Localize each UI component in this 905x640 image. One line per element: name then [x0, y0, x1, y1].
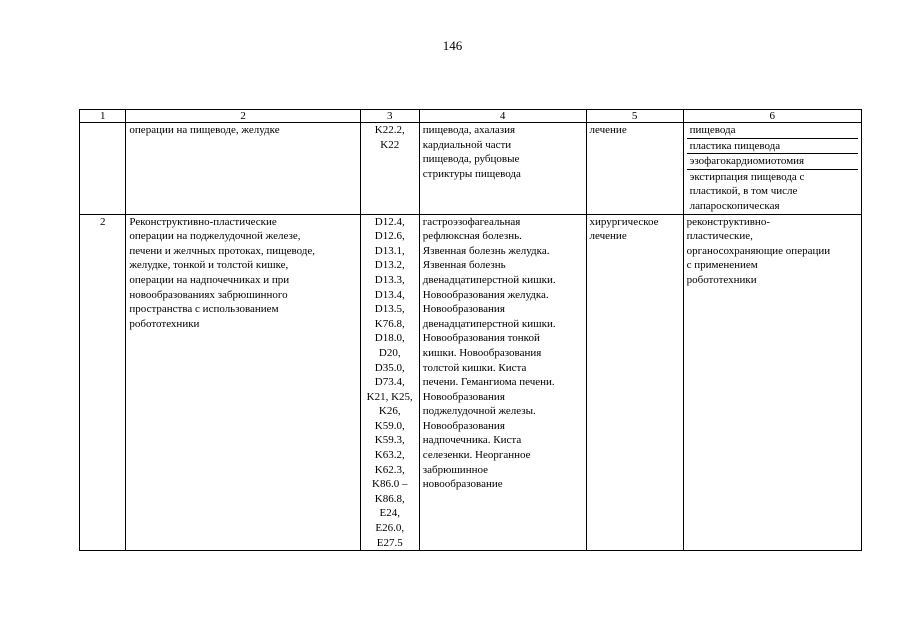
column-number-row — [80, 110, 862, 123]
text-line: D35.0, — [374, 361, 405, 374]
text-line: K86.0 – — [372, 478, 408, 491]
text-line: E26.0, — [375, 522, 405, 535]
treatment-method-cell — [683, 214, 861, 551]
icd-codes-cell — [360, 123, 419, 215]
text-line: желудке, тонкой и толстой кишке, — [129, 259, 289, 272]
text-line: D13.5, — [374, 303, 405, 316]
text-line: D20, — [378, 346, 401, 359]
text-line: лечение — [589, 124, 627, 136]
row-number-cell — [80, 123, 126, 215]
text-line: органосохраняющие операции — [686, 244, 831, 257]
text-line: пищевода, рубцовые — [422, 153, 520, 166]
text-line: K59.3, — [374, 434, 405, 447]
text-line: D13.4, — [374, 288, 405, 301]
text-line: новообразование — [422, 478, 503, 491]
text-line: K22.2, — [374, 124, 405, 136]
table-row — [80, 214, 862, 551]
text-line: хирургическое — [589, 215, 659, 228]
text-line: экстирпация пищевода с — [689, 170, 805, 183]
column-number-cell: 2 — [126, 110, 360, 123]
text-line: K86.8, — [374, 492, 405, 505]
treatment-method-item — [687, 123, 858, 139]
procedure-name-cell — [126, 123, 360, 215]
text-line: E24, — [379, 507, 400, 520]
text-line: D73.4, — [374, 376, 405, 389]
text-line: пищевода, ахалазия — [422, 124, 516, 136]
text-line: K76.8, — [374, 317, 405, 330]
text-line: операции на пищеводе, желудке — [129, 124, 280, 136]
text-line: толстой кишки. Киста — [422, 361, 527, 374]
text-line: кишки. Новообразования — [422, 346, 542, 359]
text-line: новообразованиях забрюшинного — [129, 288, 288, 301]
text-line: пластика пищевода — [689, 139, 781, 152]
text-line: Язвенная болезнь — [422, 259, 506, 272]
text-line: Новообразования желудка. — [422, 288, 549, 301]
treatment-type-cell — [586, 123, 683, 215]
text-line: печени и желчных протоках, пищеводе, — [129, 244, 315, 257]
procedure-name-cell — [126, 214, 360, 551]
text-line: реконструктивно- — [686, 215, 770, 228]
text-line: K62.3, — [374, 463, 405, 476]
text-line: K63.2, — [374, 449, 405, 462]
column-number-cell: 3 — [360, 110, 419, 123]
diagnosis-cell — [419, 123, 586, 215]
treatment-method-item — [687, 154, 858, 170]
treatment-type-cell — [586, 214, 683, 551]
treatment-method-item — [687, 170, 858, 214]
column-number-cell: 4 — [419, 110, 586, 123]
text-line: лапароскопическая — [689, 199, 780, 212]
treatment-method-item — [687, 139, 858, 155]
text-line: селезенки. Неорганное — [422, 449, 531, 462]
diagnosis-cell — [419, 214, 586, 551]
treatment-method-cell — [683, 123, 861, 215]
text-line: рефлюксная болезнь. — [422, 230, 522, 243]
text-line: Язвенная болезнь желудка. — [422, 244, 550, 257]
text-line: K59.0, — [374, 419, 405, 432]
text-line: K22 — [380, 138, 400, 151]
text-line: эзофагокардиомиотомия — [689, 155, 805, 168]
text-line: кардиальной части — [422, 138, 512, 151]
column-number-cell: 5 — [586, 110, 683, 123]
text-line: пластикой, в том числе — [689, 185, 798, 198]
icd-codes-cell — [360, 214, 419, 551]
text-line: Новообразования — [422, 419, 505, 432]
text-line: печени. Гемангиома печени. — [422, 376, 555, 389]
text-line: Новообразования — [422, 303, 505, 316]
text-line: D13.1, — [374, 244, 405, 257]
text-line: лечение — [589, 230, 627, 243]
text-line: D12.4, — [374, 215, 405, 228]
text-line: операции на надпочечниках и при — [129, 273, 290, 286]
text-line: поджелудочной железы. — [422, 405, 536, 418]
text-line: E27.5 — [376, 536, 403, 549]
page-number: 146 — [442, 38, 463, 53]
column-number-cell: 1 — [80, 110, 126, 123]
table-row — [80, 123, 862, 215]
text-line: Реконструктивно-пластические — [129, 215, 277, 228]
text-line: Новообразования — [422, 390, 505, 403]
text-line: пространства с использованием — [129, 303, 279, 316]
text-line: D13.3, — [374, 273, 405, 286]
text-line: пластические, — [686, 230, 753, 243]
text-line: двенадцатиперстной кишки. — [422, 273, 556, 286]
procedures-table — [79, 109, 862, 551]
text-line: Новообразования тонкой — [422, 332, 540, 345]
row-number-cell: 2 — [80, 214, 126, 551]
text-line: гастроэзофагеальная — [422, 215, 521, 228]
text-line: стриктуры пищевода — [422, 167, 521, 180]
text-line: D12.6, — [374, 230, 405, 243]
text-line: K26, — [378, 405, 401, 418]
column-number-cell: 6 — [683, 110, 861, 123]
text-line: операции на поджелудочной железе, — [129, 230, 301, 243]
text-line: с применением — [686, 259, 758, 272]
text-line: K21, K25, — [366, 390, 413, 403]
text-line: надпочечника. Киста — [422, 434, 522, 447]
text-line: двенадцатиперстной кишки. — [422, 317, 556, 330]
text-line: робототехники — [686, 273, 757, 286]
text-line: забрюшинное — [422, 463, 488, 476]
text-line: робототехники — [129, 317, 200, 330]
text-line: D13.2, — [374, 259, 405, 272]
text-line: пищевода — [689, 124, 736, 136]
text-line: D18.0, — [374, 332, 405, 345]
